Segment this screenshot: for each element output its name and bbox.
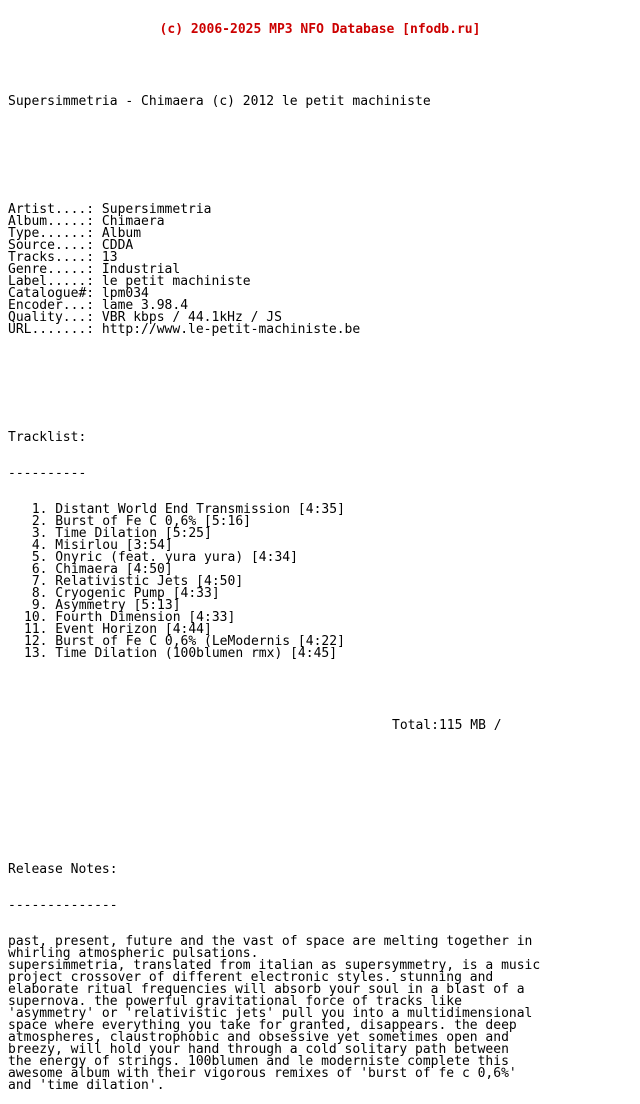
track-item: 11. Event Horizon [4:44]	[24, 622, 212, 637]
notes-line: the energy of strings. 100blumen and le moderniste complete this	[8, 1054, 509, 1069]
track-item: 5. Onyric (feat. yura yura) [4:34]	[24, 550, 298, 565]
track-item: 9. Asymmetry [5:13]	[24, 598, 181, 613]
tracklist	[0, 504, 640, 660]
info-label: Artist....:	[8, 202, 95, 217]
total-size: Total:115 MB /	[392, 718, 502, 733]
info-value: lpm034	[101, 286, 149, 301]
notes-line: project crossover of different electronic styles. stunning and	[8, 970, 494, 985]
blank-line	[0, 360, 640, 372]
site-header: (c) 2006-2025 MP3 NFO Database [nfodb.ru]	[159, 22, 481, 37]
notes-line: supersimmetria, translated from italian as supersymmetry, is a music	[8, 958, 541, 973]
track-item: 13. Time Dilation (100blumen rmx) [4:45]	[24, 646, 338, 661]
info-value: CDDA	[101, 238, 134, 253]
track-item: 3. Time Dilation [5:25]	[24, 526, 212, 541]
notes-line: breezy, will hold your hand through a cold solitary path between	[8, 1042, 509, 1057]
notes-line: atmospheres, claustrophobic and obsessive yet sometimes open and	[8, 1030, 509, 1045]
notes-line: awesome album with their vigorous remixes of 'burst of fe c 0,6%'	[8, 1066, 517, 1081]
track-item: 8. Cryogenic Pump [4:33]	[24, 586, 220, 601]
release-info	[0, 204, 640, 336]
notes-line: supernova. the powerful gravitational force of tracks like	[8, 994, 462, 1009]
info-value: lame 3.98.4	[101, 298, 189, 313]
blank-line	[0, 684, 640, 696]
info-label: Quality...:	[8, 310, 95, 325]
info-label: Catalogue#:	[8, 286, 95, 301]
tracklist-heading: Tracklist:	[8, 430, 87, 445]
notes-heading: Release Notes:	[8, 862, 118, 877]
notes-rule: --------------	[8, 898, 118, 913]
release-notes	[0, 936, 640, 1092]
notes-line: past, present, future and the vast of space are melting together in	[8, 934, 533, 949]
blank-line	[0, 828, 640, 840]
blank-line	[0, 396, 640, 408]
info-label: Tracks....:	[8, 250, 95, 265]
info-value: http://www.le-petit-machiniste.be	[101, 322, 361, 337]
tracklist-rule: ----------	[8, 466, 87, 481]
release-title: Supersimmetria - Chimaera (c) 2012 le petit machiniste	[8, 94, 431, 109]
track-item: 12. Burst of Fe C 0,6% (LeModernis [4:22]	[24, 634, 345, 649]
track-item: 6. Chimaera [4:50]	[24, 562, 173, 577]
notes-line: whirling atmospheric pulsations.	[8, 946, 259, 961]
info-label: Encoder...:	[8, 298, 95, 313]
info-row	[0, 324, 640, 336]
track-item: 2. Burst of Fe C 0,6% [5:16]	[24, 514, 251, 529]
blank-line	[0, 756, 640, 768]
info-value: 13	[101, 250, 118, 265]
info-value: Supersimmetria	[101, 202, 212, 217]
notes-line: space where everything you take for granted, disappears. the deep	[8, 1018, 517, 1033]
info-value: Industrial	[101, 262, 181, 277]
info-label: Source....:	[8, 238, 95, 253]
info-value: Album	[101, 226, 142, 241]
info-value: Chimaera	[101, 214, 165, 229]
track-item: 4. Misirlou [3:54]	[24, 538, 173, 553]
info-label: Album.....:	[8, 214, 95, 229]
blank-line	[0, 792, 640, 804]
track-item: 1. Distant World End Transmission [4:35]	[24, 502, 345, 517]
info-value: VBR kbps / 44.1kHz / JS	[101, 310, 282, 325]
info-label: URL.......:	[8, 322, 95, 337]
notes-line: 'asymmetry' or 'relativistic jets' pull you into a multidimensional	[8, 1006, 533, 1021]
info-value: le petit machiniste	[101, 274, 251, 289]
blank-line	[0, 132, 640, 144]
track-item: 7. Relativistic Jets [4:50]	[24, 574, 244, 589]
blank-line	[0, 168, 640, 180]
info-label: Genre.....:	[8, 262, 95, 277]
blank-line	[0, 60, 640, 72]
notes-line: elaborate ritual frequencies will absorb your soul in a blast of a	[8, 982, 525, 997]
track-item: 10. Fourth Dimension [4:33]	[24, 610, 236, 625]
info-label: Label.....:	[8, 274, 95, 289]
notes-line: and 'time dilation'.	[8, 1078, 165, 1093]
info-label: Type......:	[8, 226, 95, 241]
